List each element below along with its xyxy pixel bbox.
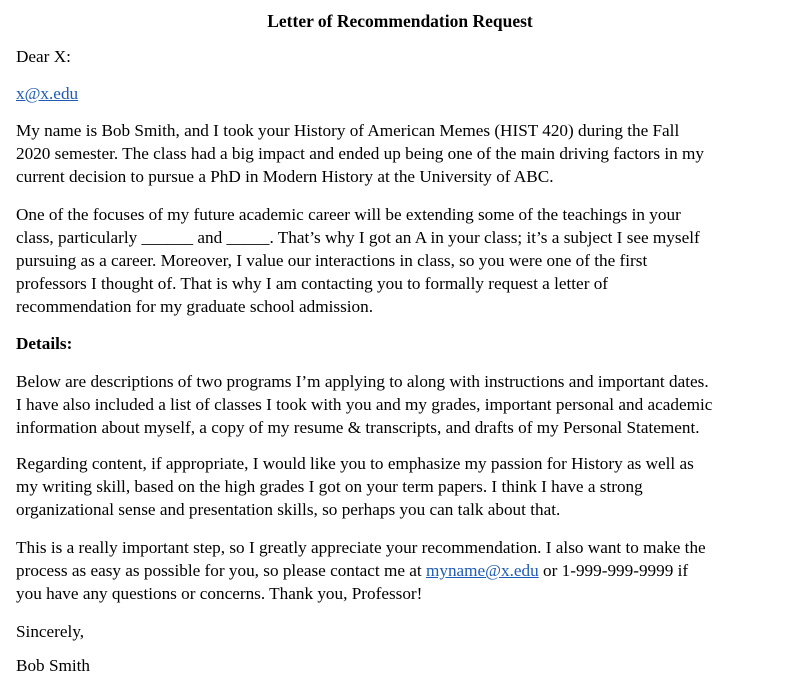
paragraph-line: Below are descriptions of two programs I’m applying to along with instructions and important dates. [16, 372, 709, 391]
paragraph-line: Regarding content, if appropriate, I would like you to emphasize my passion for History as well as [16, 454, 694, 473]
paragraph-line: my writing skill, based on the high grades I got on your term papers. I think I have a strong [16, 477, 643, 496]
paragraph-line [16, 559, 796, 582]
recipient-email-link[interactable]: x@x.edu [16, 84, 79, 103]
paragraph-line: information about myself, a copy of my resume & transcripts, and drafts of my Personal Statement. [16, 418, 700, 437]
letter-title: Letter of Recommendation Request [267, 11, 533, 31]
paragraph-line: organizational sense and presentation skills, so perhaps you can talk about that. [16, 500, 561, 519]
paragraph-line: This is a really important step, so I greatly appreciate your recommendation. I also want to make the [16, 538, 706, 557]
paragraph-line: class, particularly ______ and _____. That’s why I got an A in your class; it’s a subject I see myself [16, 228, 700, 247]
paragraph-focus [16, 203, 796, 318]
paragraph-line: recommendation for my graduate school admission. [16, 297, 374, 316]
salutation: Dear X: [16, 47, 71, 66]
closing: Sincerely, [16, 622, 85, 641]
paragraph-line: you have any questions or concerns. Thank you, Professor! [16, 584, 423, 603]
contact-email-link[interactable]: myname@x.edu [426, 561, 539, 580]
paragraph-line: current decision to pursue a PhD in Modern History at the University of ABC. [16, 167, 554, 186]
paragraph-line: My name is Bob Smith, and I took your History of American Memes (HIST 420) during the Fall [16, 121, 680, 140]
paragraph-line: One of the focuses of my future academic career will be extending some of the teachings in your [16, 205, 681, 224]
paragraph-line: I have also included a list of classes I took with you and my grades, important personal and academic [16, 395, 713, 414]
paragraph-content [16, 452, 796, 521]
contact-text-after: or 1-999-999-9999 if [538, 561, 689, 580]
signature: Bob Smith [16, 656, 91, 675]
paragraph-intro [16, 119, 796, 188]
paragraph-line: 2020 semester. The class had a big impact and ended up being one of the main driving factors in my [16, 144, 704, 163]
recipient-email-line [16, 82, 796, 105]
contact-text-before: process as easy as possible for you, so please contact me at [16, 561, 426, 580]
paragraph-closing [16, 536, 796, 605]
paragraph-line: pursuing as a career. Moreover, I value our interactions in class, so you were one of the first [16, 251, 648, 270]
details-heading: Details: [16, 334, 73, 353]
paragraph-line: professors I thought of. That is why I am contacting you to formally request a letter of [16, 274, 609, 293]
paragraph-details [16, 370, 796, 439]
